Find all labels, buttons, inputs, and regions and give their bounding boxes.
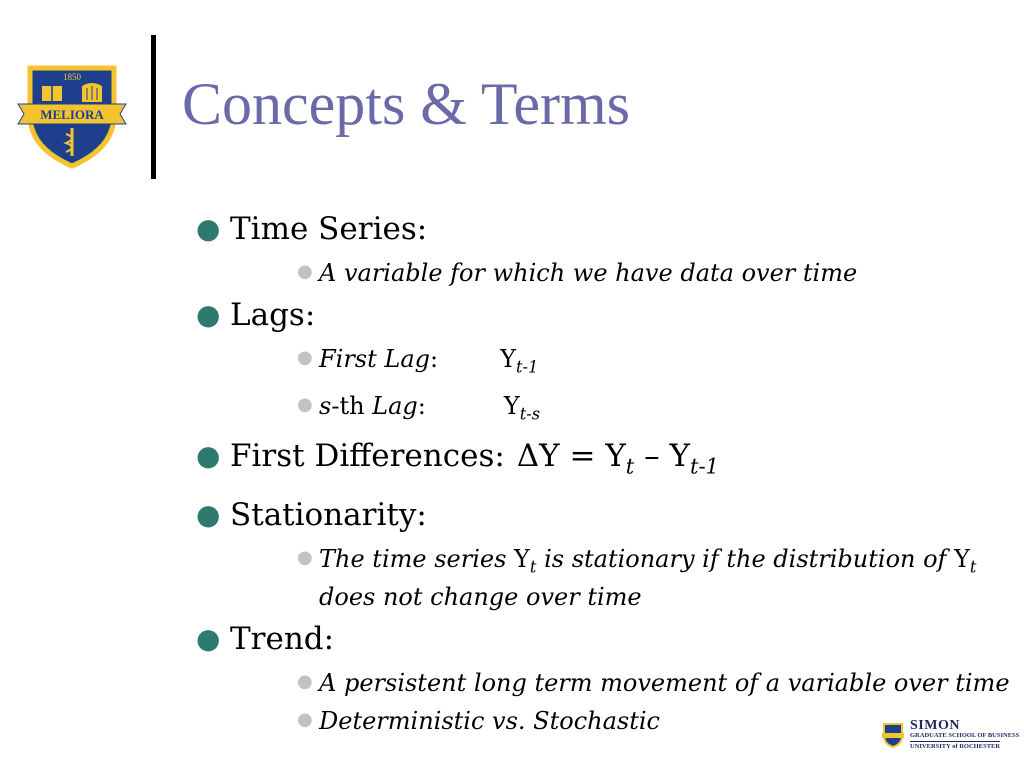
university-crest-icon (16, 60, 128, 170)
bullet-list (190, 208, 1010, 738)
first-lag-symbol: Y (500, 345, 516, 373)
sub-bullet-text: A persistent long term movement of a variable over time (319, 669, 1010, 698)
sth-lag-name: Lag (372, 391, 418, 420)
first-lag-colon: : (430, 345, 439, 373)
stationarity-y2: Y (954, 544, 970, 573)
bullet-label: Lags: (230, 297, 316, 333)
bullet-icon: ● (196, 298, 221, 331)
sub-bullet-text: Deterministic vs. Stochastic (319, 707, 660, 736)
stationarity-part2: is stationary if the distribution of (536, 544, 955, 573)
sth-lag-colon: : (417, 391, 426, 420)
first-lag-subscript: t-1 (515, 357, 539, 377)
sub-bullet-icon: ● (297, 347, 313, 368)
first-diff-sub2: t-1 (689, 453, 719, 479)
bullet-icon: ● (196, 439, 221, 473)
sub-bullet-icon: ● (297, 671, 313, 693)
first-diff-lhs: ΔY = Y (516, 438, 626, 475)
sth-lag-symbol: Y (503, 391, 520, 420)
bullet-first-differences (190, 435, 1010, 487)
sub-bullet-icon: ● (297, 261, 313, 282)
sub-bullet-icon: ● (297, 546, 313, 568)
first-diff-sub1: t (625, 453, 635, 479)
bullet-time-series (190, 208, 1010, 250)
bullet-stationarity (190, 494, 1010, 536)
bullet-lags (190, 294, 1010, 336)
bullet-label: First Differences: (230, 438, 505, 475)
sth-lag-th: -th (331, 391, 373, 420)
first-lag-name: First Lag (319, 345, 430, 373)
page-title: Concepts & Terms (182, 71, 630, 137)
sub-bullet-first-lag (297, 344, 1010, 383)
bullet-label: Time Series: (230, 211, 428, 247)
stationarity-part3: does not change over time (319, 583, 642, 612)
sub-bullet-stationarity-definition (297, 544, 1009, 613)
stationarity-y1: Y (514, 544, 530, 573)
simon-line2: UNIVERSITY of ROCHESTER (910, 743, 1001, 750)
sub-bullet-sth-lag (297, 391, 1010, 430)
sth-lag-s: s (319, 391, 332, 420)
simon-line1: GRADUATE SCHOOL OF BUSINESS (910, 732, 1020, 739)
simon-school-logo (882, 718, 1020, 752)
sub-bullet-text: A variable for which we have data over time (319, 259, 858, 287)
stationarity-sub2: t (969, 557, 977, 577)
first-diff-mid: – Y (634, 438, 690, 475)
crest-year: 1850 (63, 72, 81, 82)
crest-motto: MELIORA (40, 107, 104, 122)
bullet-icon: ● (196, 622, 221, 656)
stationarity-part1: The time series (319, 544, 515, 573)
sub-bullet-icon: ● (297, 393, 313, 415)
bullet-label: Stationarity: (230, 496, 427, 533)
title-divider (151, 35, 156, 179)
bullet-icon: ● (196, 497, 221, 531)
bullet-icon: ● (196, 212, 221, 245)
bullet-label: Trend: (230, 621, 335, 658)
simon-school-badge-icon (882, 722, 904, 748)
sub-bullet-icon: ● (297, 709, 313, 731)
simon-name: SIMON (910, 718, 960, 733)
stationarity-sub1: t (529, 557, 537, 577)
sth-lag-subscript: t-s (519, 404, 541, 424)
sub-bullet-time-series-definition (297, 258, 1010, 288)
bullet-trend (190, 618, 1010, 660)
sub-bullet-trend-definition (297, 668, 1010, 698)
